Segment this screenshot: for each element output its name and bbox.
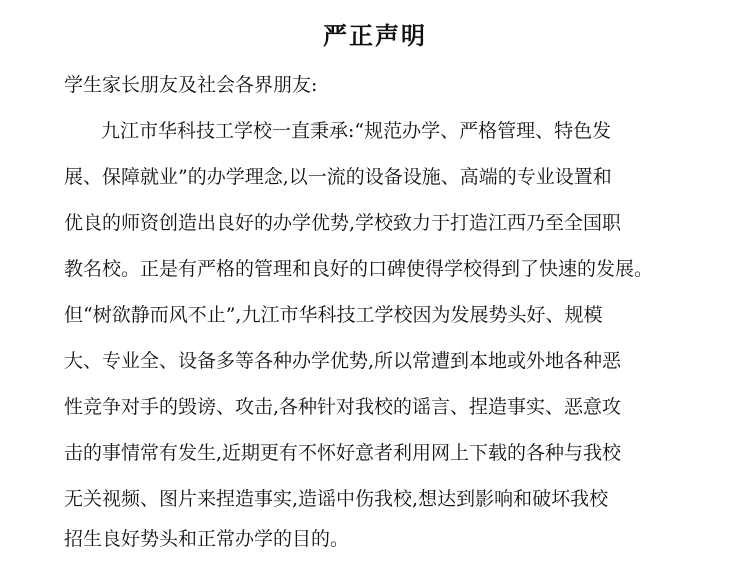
body-line: 击的事情常有发生,近期更有不怀好意者利用网上下载的各种与我校 <box>64 442 622 464</box>
body-line: 但“树欲静而风不止”,九江市华科技工学校因为发展势头好、规模 <box>64 304 603 326</box>
body-line: 无关视频、图片来捏造事实,造谣中伤我校,想达到影响和破坏我校 <box>64 488 609 510</box>
body-line: 优良的师资创造出良好的办学优势,学校致力于打造江西乃至全国职 <box>64 212 622 234</box>
body-line: 九江市华科技工学校一直秉承:“规范办学、严格管理、特色发 <box>101 120 612 142</box>
body-line: 展、保障就业”的办学理念,以一流的设备设施、高端的专业设置和 <box>64 166 612 188</box>
body-line: 大、专业全、设备多等各种办学优势,所以常遭到本地或外地各种恶 <box>64 350 622 372</box>
document-title: 严正声明 <box>323 22 427 50</box>
body-line: 性竞争对手的毁谤、攻击,各种针对我校的谣言、捏造事实、恶意攻 <box>64 396 622 418</box>
salutation: 学生家长朋友及社会各界朋友: <box>64 74 318 96</box>
body-line: 教名校。正是有严格的管理和良好的口碑使得学校得到了快速的发展。 <box>64 258 654 280</box>
body-line: 招生良好势头和正常办学的目的。 <box>64 528 350 550</box>
